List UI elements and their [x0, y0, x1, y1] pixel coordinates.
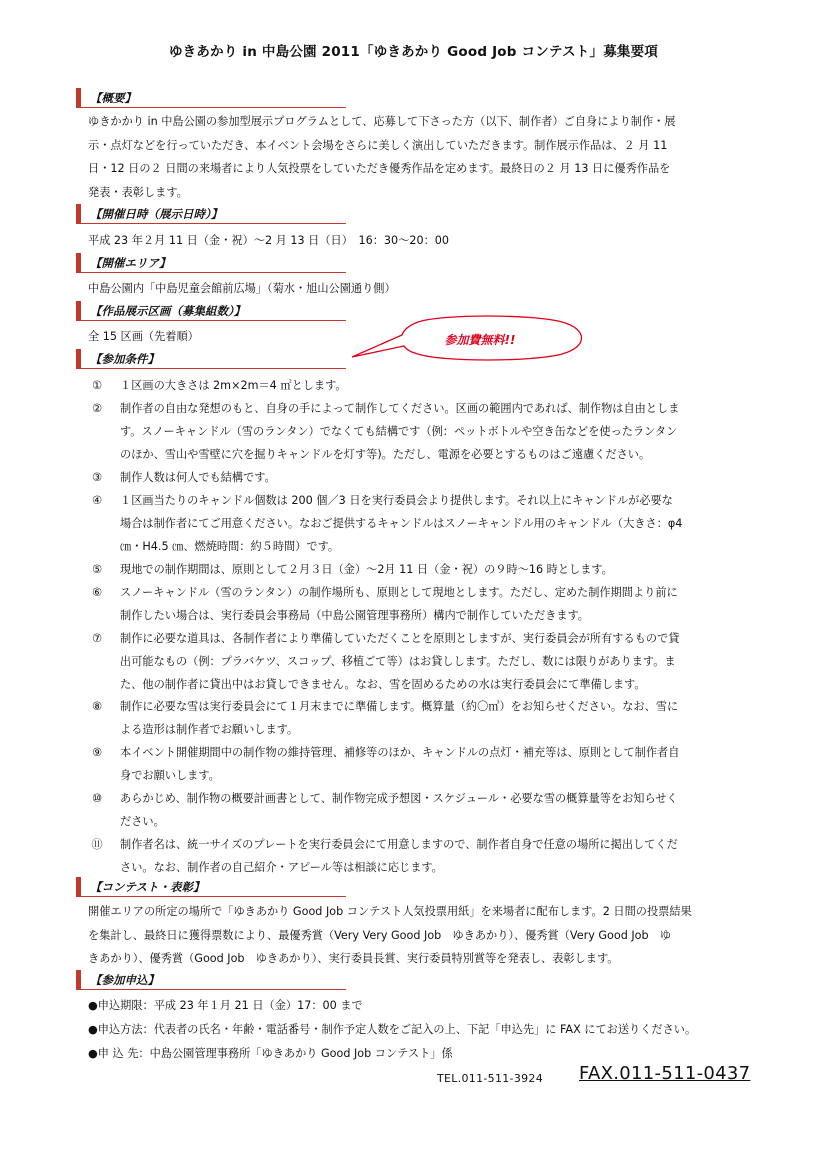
condition-text — [120, 833, 756, 879]
condition-line: 身でお願いします。 — [120, 769, 220, 783]
heading-accent-bar — [76, 88, 81, 108]
condition-line: 現地での制作期間は、原則として２月３日（金）～2月 11 日（金・祝）の９時～16 時とします。 — [120, 563, 613, 576]
condition-line: さい。なお、制作者の自己紹介・アピール等は相談に応じます。 — [120, 861, 443, 875]
heading-accent-bar — [76, 204, 81, 224]
condition-text — [120, 489, 756, 559]
heading-accent-bar — [76, 253, 81, 273]
condition-number: ⑤ — [91, 563, 103, 576]
heading-label: 【開催日時（展示日時）】 — [90, 207, 223, 221]
condition-number: ⑪ — [91, 838, 103, 851]
condition-line: のほか、雪山や雪壁に穴を掘りキャンドルを灯す等)。ただし、電源を必要とするものはご遠慮ください。 — [120, 448, 651, 462]
condition-line: 出可能なもの（例：プラバケツ、スコップ、移植ごて等）はお貸しします。ただし、数には限りがあります。ま — [120, 655, 676, 669]
area-text: 中島公園内「中島児童会館前広場」（菊水・旭山公園通り側） — [88, 282, 396, 295]
condition-line: 制作に必要な雪は実行委員会にて１月末までに準備します。概算量（約〇㎥）をお知らせください。なお、雪に — [120, 700, 679, 713]
condition-number: ⑦ — [91, 632, 103, 645]
condition-line: ㎝・H4.5 ㎝、燃焼時間：約５時間）です。 — [120, 540, 340, 554]
condition-number: ① — [91, 379, 103, 392]
condition-text — [120, 787, 756, 833]
heading-label: 【作品展示区画（募集組数）】 — [90, 304, 246, 318]
section-heading-dates — [76, 204, 346, 224]
condition-text — [120, 741, 756, 787]
condition-number: ⑨ — [91, 746, 103, 759]
heading-underline — [81, 320, 346, 321]
contest-line: 開催エリアの所定の場所で「ゆきあかり Good Job コンテスト人気投票用紙」を来場者に配布します。2 日間の投票結果 — [88, 905, 692, 918]
condition-text — [120, 558, 756, 581]
condition-number: ⑩ — [91, 792, 103, 805]
condition-line: あらかじめ、制作物の概要計画書として、制作物完成予想図・スケジュール・必要な雪の概算量等をお知らせく — [120, 792, 678, 805]
condition-number: ⑧ — [91, 700, 103, 713]
condition-line: 制作者の自由な発想のもと、自身の手によって制作してください。区画の範囲内であれば、制作物は自由としま — [120, 402, 680, 415]
fax-number: FAX.011-511-0437 — [579, 1063, 751, 1084]
heading-underline — [81, 272, 346, 273]
heading-underline — [81, 368, 346, 369]
condition-line: た、他の制作者に貸出中はお貸しできません。なお、雪を固めるための水は実行委員会にて準備します。 — [120, 678, 646, 692]
heading-underline — [81, 896, 346, 897]
condition-line: スノーキャンドル（雪のランタン）の制作場所も、原則として現地とします。ただし、定めた制作期間より前に — [120, 586, 678, 599]
condition-text — [120, 466, 756, 489]
section-heading-overview — [76, 88, 346, 108]
section-heading-area — [76, 253, 346, 273]
condition-line: よる造形は制作者でお願いします。 — [120, 723, 299, 737]
condition-text — [120, 397, 756, 467]
condition-number: ② — [91, 402, 103, 415]
condition-number: ③ — [91, 471, 103, 484]
heading-label: 【概要】 — [90, 91, 136, 105]
condition-number: ⑥ — [91, 586, 103, 599]
document-title: ゆきあかり in 中島公園 2011「ゆきあかり Good Job コンテスト」募集要項 — [168, 44, 659, 60]
condition-line: １区画の大きさは 2m×2m＝4 ㎡とします。 — [120, 379, 347, 392]
condition-line: 制作者名は、統一サイズのプレートを実行委員会にて用意しますので、制作者自身で任意の場所に掲出してくだ — [120, 838, 678, 851]
condition-text — [120, 581, 756, 627]
contest-paragraph — [88, 900, 768, 971]
heading-accent-bar — [76, 349, 81, 369]
condition-line: 制作人数は何人でも結構です。 — [120, 471, 276, 484]
condition-text — [120, 695, 756, 741]
overview-line: 発表・表彰します。 — [88, 185, 188, 199]
section-heading-sections-count — [76, 301, 346, 321]
callout-text: 参加費無料!! — [444, 333, 516, 347]
condition-line: １区画当たりのキャンドル個数は 200 個／3 日を実行委員会より提供します。それ以上にキャンドルが必要な — [120, 494, 673, 507]
heading-accent-bar — [76, 970, 81, 990]
condition-text — [120, 374, 756, 397]
heading-underline — [81, 223, 346, 224]
heading-label: 【参加申込】 — [90, 973, 159, 987]
heading-label: 【コンテスト・表彰】 — [90, 880, 205, 894]
condition-number: ④ — [91, 494, 103, 507]
heading-accent-bar — [76, 301, 81, 321]
heading-label: 【参加条件】 — [90, 352, 159, 366]
condition-line: す。スノーキャンドル（雪のランタン）でなくても結構です（例：ペットボトルや空き缶などを使ったランタン — [120, 425, 678, 439]
dates-text: 平成 23 年２月 11 日（金・祝）～2 月 13 日（日） 16：30～20：00 — [88, 234, 449, 247]
condition-line: ださい。 — [120, 815, 165, 829]
condition-line: 制作に必要な道具は、各制作者により準備していただくことを原則としますが、実行委員会が所有するもので貸 — [120, 632, 680, 645]
sections-count-text: 全 15 区画（先着順） — [88, 330, 199, 343]
overview-line: 示・点灯などを行っていただき、本イベント会場をさらに美しく演出していただきます。制作展示作品は、２ 月 11 — [88, 138, 668, 152]
condition-line: 制作したい場合は、実行委員会事務局（中島公園管理事務所）構内で制作していただきます。 — [120, 609, 589, 623]
heading-label: 【開催エリア】 — [90, 256, 171, 270]
overview-paragraph — [88, 110, 748, 204]
condition-text — [120, 627, 756, 697]
condition-line: 場合は制作者にてご用意ください。なおご提供するキャンドルはスノーキャンドル用のキャンドル（大きさ：φ4 — [120, 517, 683, 531]
heading-accent-bar — [76, 877, 81, 897]
section-heading-apply — [76, 970, 346, 990]
tel-number: TEL.011-511-3924 — [437, 1072, 544, 1085]
overview-line: ゆきかかり in 中島公園の参加型展示プログラムとして、応募して下さった方（以下、制作者）ご自身により制作・展 — [88, 115, 676, 128]
section-heading-conditions — [76, 349, 346, 369]
heading-underline — [81, 989, 346, 990]
overview-line: 日・12 日の２ 日間の来場者により人気投票をしていただき優秀作品を定めます。最終日の２ 月 13 日に優秀作品を — [88, 162, 671, 175]
heading-underline — [81, 107, 346, 108]
apply-deadline: ●申込期限：平成 23 年１月 21 日（金）17：00 まで — [88, 999, 363, 1012]
condition-line: 本イベント開催期間中の制作物の維持管理、補修等のほか、キャンドルの点灯・補充等は、原則として制作者自 — [120, 746, 680, 759]
apply-method: ●申込方法：代表者の氏名・年齢・電話番号・制作予定人数をご記入の上、下記「申込先」に FAX にてお送りください。 — [88, 1023, 697, 1036]
contest-line: きあかり）、優秀賞（Good Job ゆきあかり）、実行委員長賞、実行委員特別賞等を発表し、表彰します。 — [88, 952, 619, 965]
apply-destination: ●申 込 先：中島公園管理事務所「ゆきあかり Good Job コンテスト」係 — [88, 1047, 453, 1060]
contest-line: を集計し、最終日に獲得票数により、最優秀賞（Very Very Good Job ゆきあかり）、優秀賞（Very Good Job ゆ — [88, 928, 672, 942]
section-heading-contest — [76, 877, 346, 897]
